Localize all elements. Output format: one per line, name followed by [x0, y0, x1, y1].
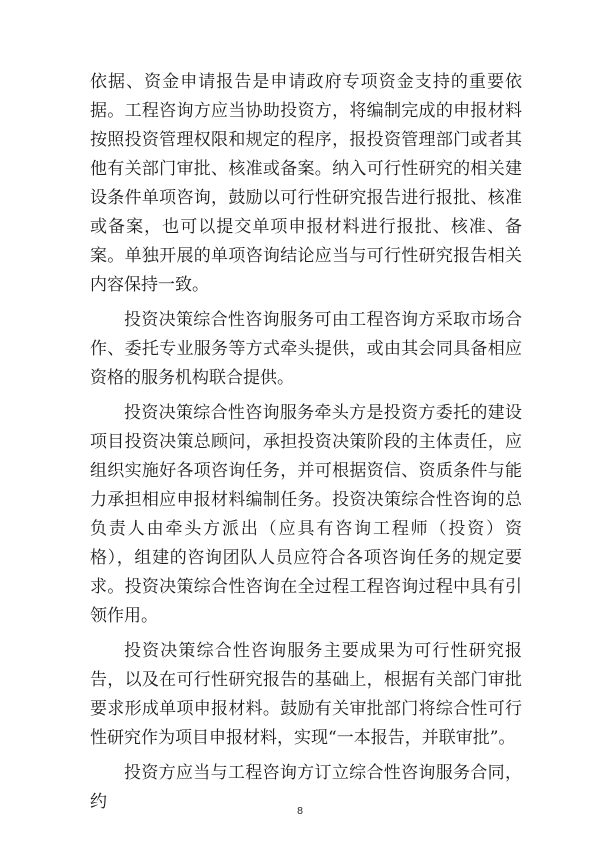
paragraph-lead-party: 投资决策综合性咨询服务牵头方是投资方委托的建设项目投资决策总顾问，承担投资决策阶段的主体责任，应组织实施好各项咨询任务，并可根据资信、资质条件与能力承担相应申报材料编制任务。投资决策综合性咨询的总负责人由牵头方派出（应具有咨询工程师（投资）资格），组建的咨询团队人员应符合各项咨询任务的规定要求。投资决策综合性咨询在全过程工程咨询过程中具有引领作用。	[90, 403, 522, 626]
paragraph-contract: 投资方应当与工程咨询方订立综合性咨询服务合同，约	[90, 763, 522, 812]
paragraph-continuation: 依据、资金申请报告是申请政府专项资金支持的重要依据。工程咨询方应当协助投资方，将编制完成的申报材料按照投资管理权限和规定的程序，报投资管理部门或者其他有关部门审批、核准或备案。纳入可行性研究的相关建设条件单项咨询，鼓励以可行性研究报告进行报批、核准或备案，也可以提交单项申报材料进行报批、核准、备案。单独开展的单项咨询结论应当与可行性研究报告相关内容保持一致。	[90, 72, 522, 295]
page-number: 8	[296, 806, 304, 817]
body-text	[90, 68, 522, 817]
paragraph-main-results: 投资决策综合性咨询服务主要成果为可行性研究报告，以及在可行性研究报告的基础上，根据有关部门审批要求形成单项申报材料。鼓励有关审批部门将综合性可行性研究作为项目申报材料，实现“一本报告，并联审批”。	[90, 641, 522, 748]
paragraph-consulting-services: 投资决策综合性咨询服务可由工程咨询方采取市场合作、委托专业服务等方式牵头提供，或由其会同具备相应资格的服务机构联合提供。	[90, 310, 522, 388]
